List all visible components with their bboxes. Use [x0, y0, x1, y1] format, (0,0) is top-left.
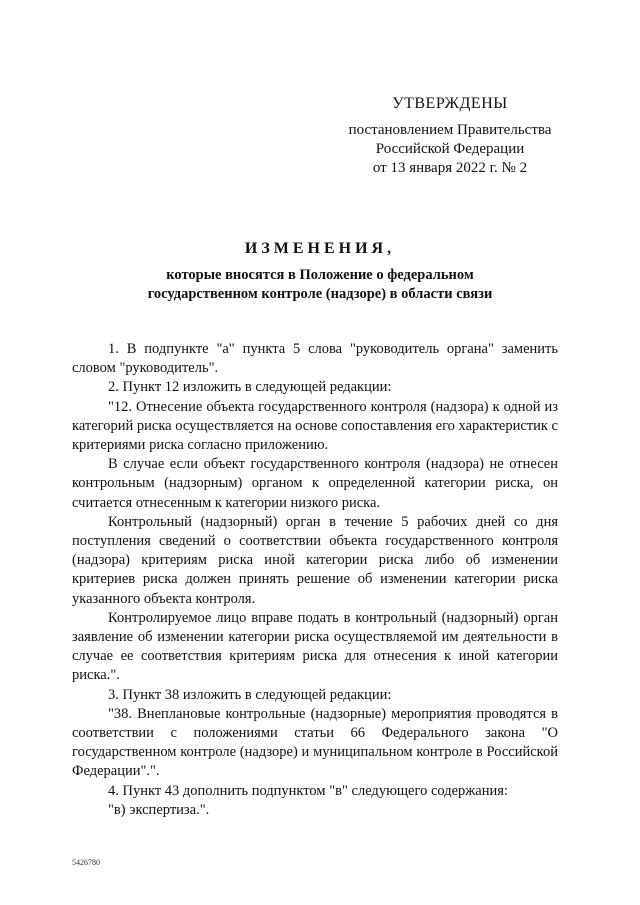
subtitle-line-1: которые вносятся в Положение о федеральном: [166, 267, 474, 283]
approval-line-3: от 13 января 2022 г. № 2: [372, 160, 528, 176]
paragraph-6: Контролируемое лицо вправе подать в контрольный (надзорный) орган заявление об изменении категории риска осуществляемой им деятельности в случае ее соответствия критериям риска для отнесения к иной категории риска.".: [72, 609, 558, 684]
document-title: ИЗМЕНЕНИЯ,: [244, 240, 396, 257]
paragraph-9: 4. Пункт 43 дополнить подпунктом "в" следующего содержания:: [108, 782, 508, 799]
approval-heading: УТВЕРЖДЕНЫ: [392, 95, 508, 112]
paragraph-4: В случае если объект государственного контроля (надзора) не отнесен контрольным (надзорным) органом к определенной категории риска, он считается отнесенным к категории низкого риска.: [72, 456, 558, 511]
paragraph-3: "12. Отнесение объекта государственного контроля (надзора) к одной из категорий риска осуществляется на основе сопоставления его характеристик с критериями риска согласно приложению.: [72, 398, 558, 454]
paragraph-1: 1. В подпункте "а" пункта 5 слова "руководитель органа" заменить словом "руководитель".: [72, 341, 558, 377]
subtitle-line-2: государственном контроле (надзоре) в области связи: [147, 286, 493, 302]
paragraph-5: Контрольный (надзорный) орган в течение 5 рабочих дней со дня поступления сведений о соответствии объекта государственного контроля (надзора) критериям риска иной категории риска либо об изменении критериев риска должен принять решение об изменении категории риска указанного объекта контроля.: [72, 513, 558, 607]
document-subtitle: [110, 266, 530, 304]
document-body: [72, 340, 558, 820]
paragraph-2: 2. Пункт 12 изложить в следующей редакции:: [108, 379, 392, 396]
paragraph-8: "38. Внеплановые контрольные (надзорные) мероприятия проводятся в соответствии с положениями статьи 66 Федерального закона "О государственном контроле (надзоре) и муниципальном контроле в Российской Федерации".".: [72, 705, 558, 780]
approval-line-2: Российской Федерации: [375, 141, 525, 157]
paragraph-10: "в) экспертиза.".: [108, 801, 210, 818]
approval-block: [330, 94, 570, 178]
paragraph-7: 3. Пункт 38 изложить в следующей редакции:: [108, 686, 392, 703]
document-code: 5426780: [72, 858, 100, 867]
approval-line-1: постановлением Правительства: [348, 122, 552, 138]
